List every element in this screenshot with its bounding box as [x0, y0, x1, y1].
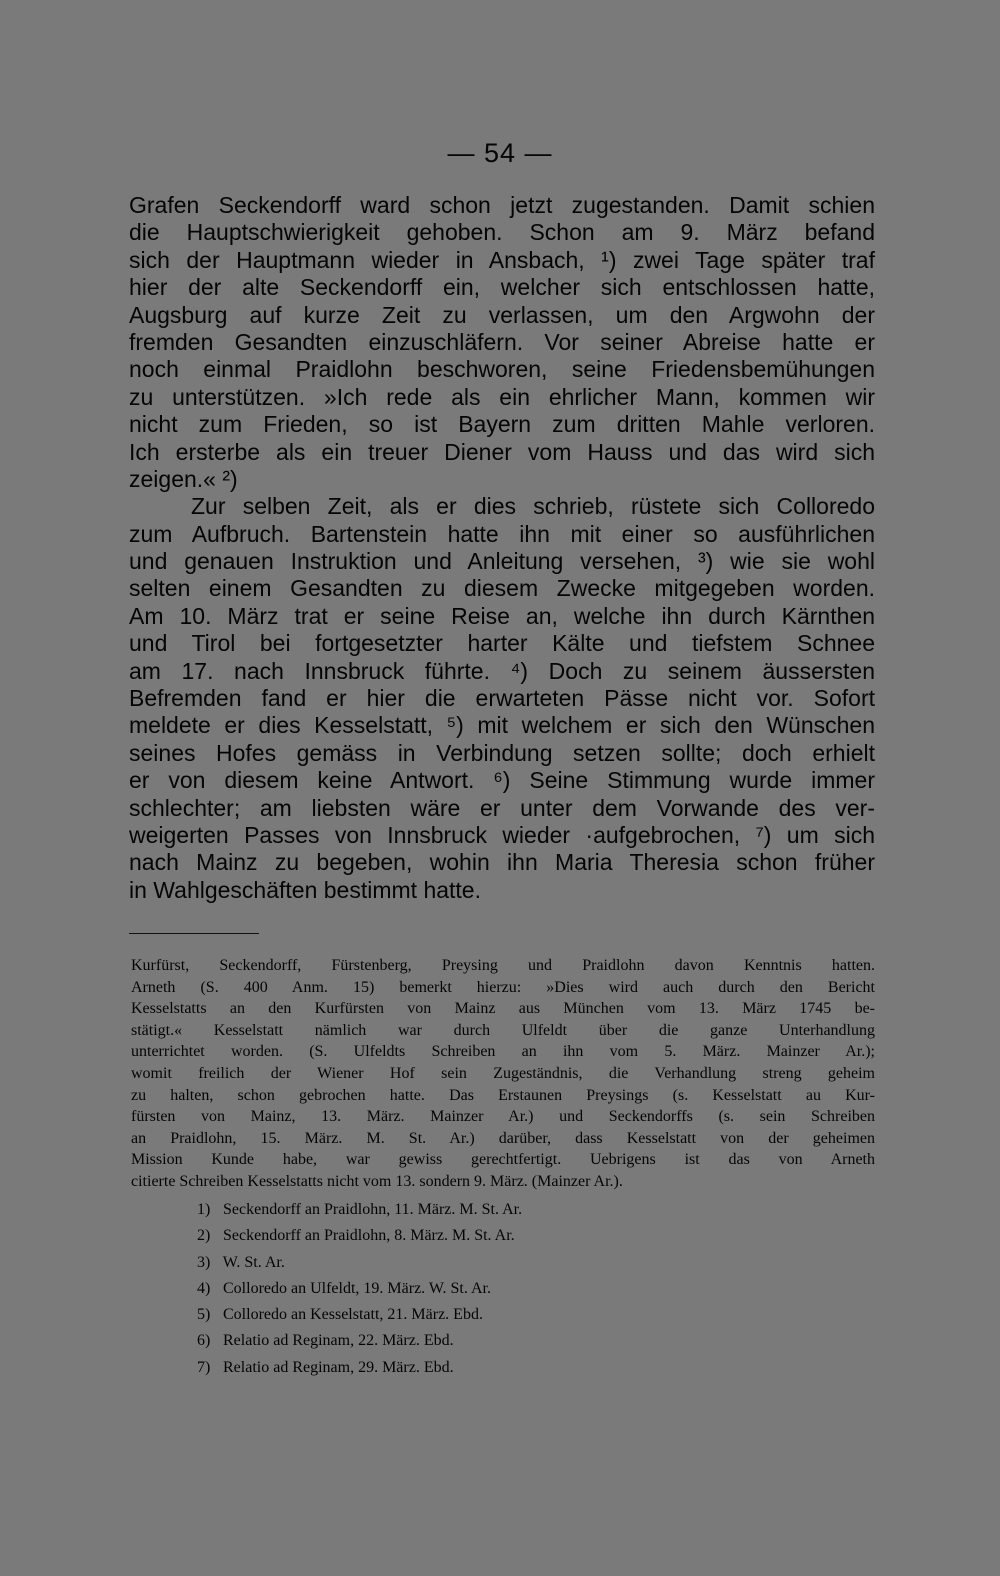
- footnote-separator: [129, 933, 259, 934]
- body-line: meldete er dies Kesselstatt, ⁵) mit welchem er sich den Wünschen: [129, 712, 875, 739]
- body-line: weigerten Passes von Innsbruck wieder ·aufgebrochen, ⁷) um sich: [129, 821, 875, 848]
- continued-footnote-line: Arneth (S. 400 Anm. 15) bemerkt hierzu: »Dies wird auch durch den Bericht: [131, 978, 875, 996]
- footnote-text: Colloredo an Kesselstatt, 21. März. Ebd.: [223, 1306, 483, 1324]
- continued-footnote-line: Mission Kunde habe, war gewiss gerechtfertigt. Uebrigens ist das von Arneth: [131, 1151, 875, 1169]
- footnote-marker: 4): [197, 1279, 211, 1297]
- continued-footnote-line: womit freilich der Wiener Hof sein Zugeständnis, die Verhandlung streng geheim: [131, 1064, 875, 1082]
- footnote-text: Colloredo an Ulfeldt, 19. März. W. St. Ar.: [223, 1279, 491, 1297]
- body-line: Grafen Seckendorff ward schon jetzt zugestanden. Damit schien: [129, 192, 875, 218]
- body-line: hier der alte Seckendorff ein, welcher sich entschlossen hatte,: [129, 274, 875, 301]
- body-line: die Hauptschwierigkeit gehoben. Schon am 9. März befand: [129, 219, 875, 246]
- continued-footnote-line: stätigt.« Kesselstatt nämlich war durch Ulfeldt über die ganze Unterhandlung: [131, 1021, 875, 1039]
- footnote: [197, 1276, 717, 1302]
- continued-footnote: [131, 955, 875, 1193]
- footnote-text: Seckendorff an Praidlohn, 11. März. M. St. Ar.: [223, 1201, 523, 1218]
- body-text: [129, 192, 875, 904]
- body-line: und genauen Instruktion und Anleitung versehen, ³) wie sie wohl: [129, 548, 875, 575]
- body-line: selten einem Gesandten zu diesem Zwecke mitgegeben worden.: [129, 575, 875, 602]
- continued-footnote-line: zu halten, schon gebrochen hatte. Das Erstaunen Preysings (s. Kesselstatt au Kur-: [131, 1086, 875, 1104]
- body-line: Augsburg auf kurze Zeit zu verlassen, um den Argwohn der: [129, 301, 875, 328]
- footnote-marker: 2): [197, 1227, 211, 1245]
- footnote: [197, 1223, 717, 1249]
- body-line: seines Hofes gemäss in Verbindung setzen sollte; doch erhielt: [129, 739, 875, 766]
- footnote-marker: 1): [197, 1201, 211, 1218]
- body-line: Zur selben Zeit, als er dies schrieb, rüstete sich Colloredo: [191, 493, 875, 520]
- body-line: in Wahlgeschäften bestimmt hatte.: [129, 876, 481, 903]
- body-line: zeigen.« ²): [129, 465, 238, 492]
- footnote-text: W. St. Ar.: [222, 1253, 285, 1271]
- footnote-text: Relatio ad Reginam, 22. März. Ebd.: [223, 1332, 454, 1350]
- footnote-marker: 6): [197, 1332, 211, 1350]
- continued-footnote-line: citierte Schreiben Kesselstatts nicht vom 13. sondern 9. März. (Mainzer Ar.).: [131, 1172, 623, 1190]
- body-line: nach Mainz zu begeben, wohin ihn Maria Theresia schon früher: [129, 849, 875, 876]
- continued-footnote-line: an Praidlohn, 15. März. M. St. Ar.) darüber, dass Kesselstatt von der geheimen: [131, 1129, 875, 1147]
- body-line: Ich ersterbe als ein treuer Diener vom Hauss und das wird sich: [129, 438, 875, 465]
- body-line: noch einmal Praidlohn beschworen, seine Friedensbemühungen: [129, 356, 875, 383]
- body-line: fremden Gesandten einzuschläfern. Vor seiner Abreise hatte er: [129, 328, 875, 355]
- continued-footnote-line: fürsten von Mainz, 13. März. Mainzer Ar.) und Seckendorffs (s. sein Schreiben: [131, 1108, 875, 1126]
- body-line: zum Aufbruch. Bartenstein hatte ihn mit einer so ausführlichen: [129, 520, 875, 547]
- footnote-marker: 3): [197, 1253, 211, 1271]
- footnote-marker: 7): [197, 1358, 211, 1376]
- footnote-text: Seckendorff an Praidlohn, 8. März. M. St. Ar.: [223, 1227, 515, 1245]
- continued-footnote-line: Kesselstatts an den Kurfürsten von Mainz aus München vom 13. März 1745 be-: [131, 1000, 875, 1018]
- body-line: zu unterstützen. »Ich rede als ein ehrlicher Mann, kommen wir: [129, 383, 875, 410]
- footnote: [197, 1302, 717, 1328]
- body-line: am 17. nach Innsbruck führte. ⁴) Doch zu seinem äussersten: [129, 657, 875, 684]
- page-number: — 54 —: [447, 138, 553, 168]
- body-line: nicht zum Frieden, so ist Bayern zum dritten Mahle verloren.: [129, 411, 875, 438]
- footnote: [197, 1250, 717, 1276]
- footnote: [197, 1328, 717, 1354]
- body-line: er von diesem keine Antwort. ⁶) Seine Stimmung wurde immer: [129, 767, 875, 794]
- body-line: Am 10. März trat er seine Reise an, welche ihn durch Kärnthen: [129, 602, 875, 629]
- continued-footnote-line: Kurfürst, Seckendorff, Fürstenberg, Preysing und Praidlohn davon Kenntnis hatten.: [131, 957, 875, 974]
- body-line: schlechter; am liebsten wäre er unter dem Vorwande des ver-: [129, 794, 875, 821]
- footnote: [197, 1197, 717, 1223]
- body-line: sich der Hauptmann wieder in Ansbach, ¹) zwei Tage später traf: [129, 246, 875, 273]
- continued-footnote-line: unterrichtet worden. (S. Ulfeldts Schreiben an ihn vom 5. März. Mainzer Ar.);: [131, 1043, 875, 1061]
- body-line: Befremden fand er hier die erwarteten Pässe nicht vor. Sofort: [129, 685, 875, 712]
- footnote-list: [197, 1197, 717, 1381]
- footnote: [197, 1355, 717, 1381]
- footnote-marker: 5): [197, 1306, 211, 1324]
- footnote-text: Relatio ad Reginam, 29. März. Ebd.: [223, 1358, 454, 1376]
- body-line: und Tirol bei fortgesetzter harter Kälte und tiefstem Schnee: [129, 630, 875, 657]
